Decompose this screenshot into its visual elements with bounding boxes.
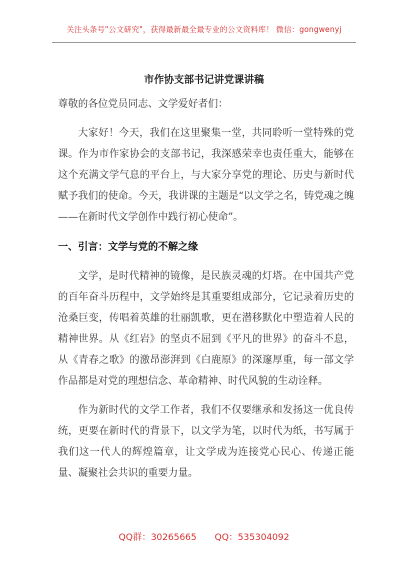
footer-qq-group: QQ群：30265665	[118, 533, 197, 543]
document-title: 市作协支部书记讲党课讲稿	[144, 75, 264, 86]
section-heading: 一、引言：文学与党的不解之缘	[58, 242, 198, 253]
header-banner: 关注头条号"公文研究"，获得最新最全最专业的公文资料库！ 微信：gongwenyj	[66, 25, 342, 34]
salutation: 尊敬的各位党员同志、文学爱好者们：	[58, 99, 228, 110]
intro-paragraph: 大家好！今天，我们在这里聚集一堂，共同聆听一堂特殊的党课。作为市作家协会的支部书记，我深感荣幸也责任重大，能够在这个充满文学气息的平台上，与大家分享党的理论、历史与新时代赋予我们的使命。今天，我讲课的主题是“以文学之名，铸党魂之魄——在新时代文学创作中践行初心使命”。	[58, 128, 354, 223]
section-paragraph-2: 作为新时代的文学工作者，我们不仅要继承和发扬这一优良传统，更要在新时代的背景下，以文学为笔，以时代为纸，书写属于我们这一代人的辉煌篇章，让文学成为连接党心民心、传递正能量、凝聚社会共识的重要力量。	[58, 405, 354, 479]
document-body	[58, 94, 354, 484]
footer-contact	[0, 530, 408, 543]
footer-qq: QQ：535304092	[214, 533, 290, 543]
header-divider	[52, 42, 356, 43]
section-paragraph-1: 文学，是时代精神的镜像，是民族灵魂的灯塔。在中国共产党的百年奋斗历程中，文学始终是其重要组成部分，它记录着历史的沧桑巨变，传唱着英雄的壮丽凯歌，更在潜移默化中塑造着人民的精神世界。从《红岩》的坚贞不屈到《平凡的世界》的奋斗不息，从《青春之歌》的激昂澎湃到《白鹿原》的深邃厚重，每一部文学作品都是对党的理想信念、革命精神、时代风貌的生动诠释。	[58, 271, 354, 387]
